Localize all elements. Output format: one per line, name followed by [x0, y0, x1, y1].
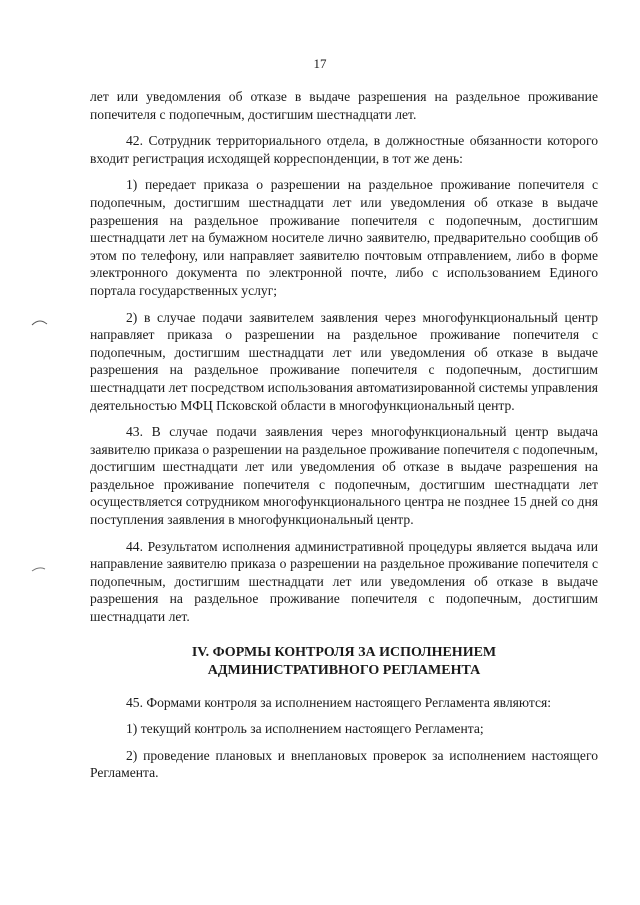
page-number: 17: [313, 56, 327, 71]
paragraph-45-item-2: 2) проведение плановых и внеплановых проверок за исполнением настоящего Регламента.: [90, 747, 598, 781]
paragraph-43: 43. В случае подачи заявления через многофункциональный центр выдача заявителю приказа о разрешении на раздельное проживание попечителя с подопечным, достигшим шестнадцати лет или уведомления об отказе в выдаче разрешения на раздельное проживание попечителя с подопечным, достигшим шестнадцати лет осуществляется сотрудником многофункционального центра не позднее 15 дней со дня поступления заявления в многофункциональный центр.: [90, 424, 598, 528]
paragraph-44: 44. Результатом исполнения административной процедуры является выдача или направление заявителю приказа о разрешении на раздельное проживание попечителя с подопечным, достигшим шестнадцати лет или уведомления об отказе в выдаче разрешения на раздельное проживание попечителя с подопечным, достигшим шестнадцати лет.: [90, 538, 598, 625]
margin-mark: [30, 564, 50, 574]
margin-mark: [30, 318, 50, 328]
document-body: [90, 88, 598, 791]
section-heading-line-1: IV. ФОРМЫ КОНТРОЛЯ ЗА ИСПОЛНЕНИЕМ: [191, 644, 497, 660]
section-heading: [90, 644, 598, 680]
paragraph-42-item-1: 1) передает приказа о разрешении на раздельное проживание попечителя с подопечным, достигшим шестнадцати лет или уведомления об отказе в выдаче разрешения на раздельное проживание попечителя с подопечным, достигшим шестнадцати лет на бумажном носителе лично заявителю, предварительно сообщив об этом по телефону, или направляет заявителю почтовым отправлением, либо в форме электронного документа по электронной почте, либо с использованием Единого портала государственных услуг;: [90, 177, 598, 298]
paragraph-continuation: лет или уведомления об отказе в выдаче разрешения на раздельное проживание попечителя с подопечным, достигшим шестнадцати лет.: [90, 89, 598, 122]
paragraph-45-item-1: 1) текущий контроль за исполнением настоящего Регламента;: [126, 721, 484, 737]
paragraph-45: 45. Формами контроля за исполнением настоящего Регламента являются:: [126, 694, 552, 710]
paragraph-42-item-2: 2) в случае подачи заявителем заявления через многофункциональный центр направляет приказа о разрешении на раздельное проживание попечителя с подопечным, достигшим шестнадцати лет или уведомления об отказе в выдаче разрешения на раздельное проживание попечителя с подопечным, достигшим шестнадцати лет посредством использования автоматизированной системы управления деятельностью МФЦ Псковской области в многофункциональный центр.: [90, 309, 598, 413]
section-heading-line-2: АДМИНИСТРАТИВНОГО РЕГЛАМЕНТА: [207, 662, 481, 678]
paragraph-42: 42. Сотрудник территориального отдела, в должностные обязанности которого входит регистрация исходящей корреспонденции, в тот же день:: [90, 133, 598, 166]
